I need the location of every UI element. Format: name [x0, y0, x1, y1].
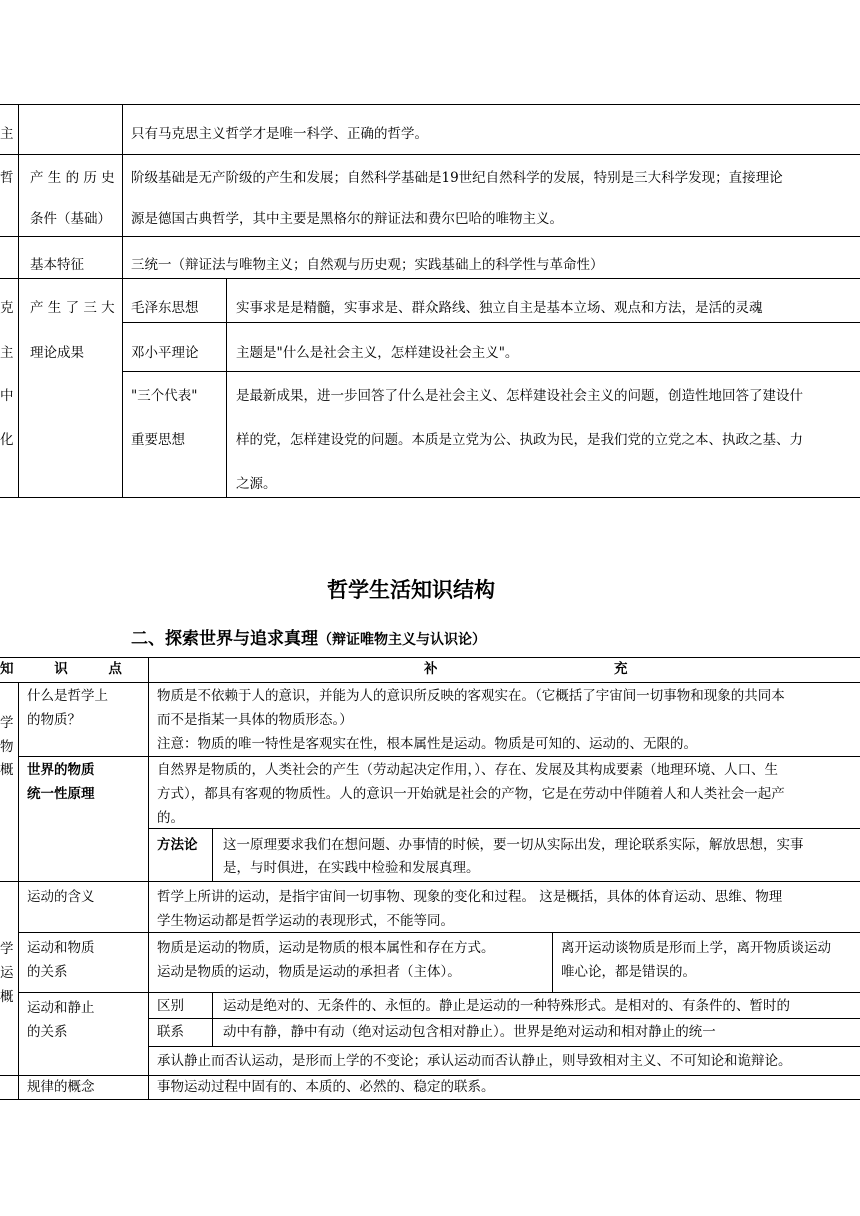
- row-label: 产 生 了 三 大: [30, 300, 115, 316]
- method-content: 是，与时俱进，在实践中检验和发展真理。: [223, 860, 480, 876]
- note-content: 离开运动谈物质是形而上学，离开物质谈运动: [561, 940, 831, 956]
- diff-label: 区别: [157, 998, 184, 1014]
- row-label: 什么是哲学上: [27, 688, 108, 704]
- row-label: 的关系: [27, 1024, 68, 1040]
- section-heading-main: 二、探索世界与追求真理: [131, 629, 318, 649]
- table-border: [0, 236, 860, 237]
- cell-content: 三统一（辩证法与唯物主义；自然观与历史观；实践基础上的科学性与革命性）: [131, 257, 604, 273]
- row-label: 运动的含义: [27, 889, 95, 905]
- theory-content: 实事求是是精髓，实事求是、群众路线、独立自主是基本立场、观点和方法，是活的灵魂: [236, 300, 763, 316]
- table-border: [18, 682, 19, 1100]
- table-border: [18, 756, 860, 757]
- theory-name: "三个代表": [131, 388, 198, 404]
- table-border: [552, 932, 553, 992]
- section-heading-paren: （辩证唯物主义与认识论）: [318, 632, 486, 648]
- row-label: 统一性原理: [27, 786, 95, 802]
- table-border: [0, 278, 860, 279]
- left-char: 运: [0, 965, 14, 981]
- header-supplement: 充: [614, 661, 628, 677]
- table-border: [18, 992, 860, 993]
- table-border: [0, 1099, 860, 1100]
- theory-name: 重要思想: [131, 432, 185, 448]
- table-border: [122, 322, 860, 323]
- table-border: [148, 828, 860, 829]
- cell-content: 物质是运动的物质，运动是物质的根本属性和存在方式。: [157, 940, 495, 956]
- table-border: [0, 497, 860, 498]
- row-label: 基本特征: [30, 257, 84, 273]
- table-border: [0, 881, 860, 882]
- left-char: 克: [0, 300, 14, 316]
- row-label: 理论成果: [30, 345, 84, 361]
- left-char: 学: [0, 715, 14, 731]
- method-label: 方法论: [157, 837, 198, 853]
- cell-content: 的。: [157, 810, 184, 826]
- link-label: 联系: [157, 1024, 184, 1040]
- table-border: [0, 154, 860, 155]
- summary-content: 承认静止而否认运动，是形而上学的不变论；承认运动而否认静止，则导致相对主义、不可知论和诡辩论。: [157, 1053, 792, 1069]
- left-char: 物: [0, 739, 14, 755]
- note-content: 唯心论，都是错误的。: [561, 964, 696, 980]
- row-label: 世界的物质: [27, 762, 95, 778]
- row-label: 规律的概念: [27, 1079, 95, 1095]
- table-border: [0, 682, 860, 683]
- cell-content: 学生物运动都是哲学运动的表现形式，不能等同。: [157, 913, 454, 929]
- left-char: 学: [0, 941, 14, 957]
- table-border: [212, 992, 213, 1046]
- page-title: 哲学生活知识结构: [327, 577, 495, 602]
- header-supplement: 补: [424, 661, 438, 677]
- header-knowledge-point: 知 识 点: [0, 661, 140, 677]
- table-border: [148, 657, 149, 1100]
- cell-content: 阶级基础是无产阶级的产生和发展；自然科学基础是19世纪自然科学的发展，特别是三大科学发现；直接理论: [131, 170, 783, 186]
- cell-content: 而不是指某一具体的物质形态。）: [157, 712, 353, 728]
- table-border: [122, 104, 123, 498]
- table-border: [0, 657, 860, 658]
- left-char: 中: [0, 388, 14, 404]
- theory-content: 之源。: [236, 476, 277, 492]
- theory-content: 主题是"什么是社会主义，怎样建设社会主义"。: [236, 345, 519, 361]
- cell-content: 自然界是物质的，人类社会的产生（劳动起决定作用，）、存在、发展及其构成要素（地理环境、人口、生: [157, 762, 778, 778]
- cell-content: 源是德国古典哲学，其中主要是黑格尔的辩证法和费尔巴哈的唯物主义。: [131, 211, 563, 227]
- table-border: [0, 104, 860, 105]
- left-char: 概: [0, 762, 14, 778]
- left-char: 主: [0, 345, 14, 361]
- diff-content: 运动是绝对的、无条件的、永恒的。静止是运动的一种特殊形式。是相对的、有条件的、暂时的: [223, 998, 790, 1014]
- row-label: 产 生 的 历 史: [30, 170, 115, 186]
- cell-content: 事物运动过程中固有的、本质的、必然的、稳定的联系。: [157, 1079, 495, 1095]
- link-content: 动中有静，静中有动（绝对运动包含相对静止）。世界是绝对运动和相对静止的统一: [223, 1024, 716, 1040]
- table-border: [18, 104, 19, 498]
- table-border: [18, 932, 860, 933]
- left-char: 化: [0, 432, 14, 448]
- cell-content: 运动是物质的运动，物质是运动的承担者（主体）。: [157, 964, 461, 980]
- table-border: [148, 1018, 860, 1019]
- row-label: 条件（基础）: [30, 211, 111, 227]
- table-border: [122, 371, 860, 372]
- theory-name: 毛泽东思想: [131, 300, 199, 316]
- table-border: [148, 1046, 860, 1047]
- left-char: 主: [0, 126, 14, 142]
- left-char: 概: [0, 989, 14, 1005]
- left-char: 哲: [0, 170, 14, 186]
- table-border: [226, 278, 227, 498]
- table-border: [0, 1075, 860, 1076]
- row-label: 运动和物质: [27, 940, 95, 956]
- section-heading: [131, 624, 486, 649]
- cell-content: 只有马克思主义哲学才是唯一科学、正确的哲学。: [131, 126, 428, 142]
- table-border: [212, 828, 213, 881]
- row-label: 的物质？: [27, 712, 81, 728]
- theory-content: 样的党，怎样建设党的问题。本质是立党为公、执政为民，是我们党的立党之本、执政之基、力: [236, 432, 803, 448]
- cell-content: 注意：物质的唯一特性是客观实在性，根本属性是运动。物质是可知的、运动的、无限的。: [157, 736, 697, 752]
- cell-content: 方式），都具有客观的物质性。人的意识一开始就是社会的产物，它是在劳动中伴随着人和人类社会一起产: [157, 786, 785, 802]
- row-label: 的关系: [27, 964, 68, 980]
- theory-content: 是最新成果，进一步回答了什么是社会主义、怎样建设社会主义的问题，创造性地回答了建设什: [236, 388, 803, 404]
- row-label: 运动和静止: [27, 1000, 95, 1016]
- cell-content: 物质是不依赖于人的意识，并能为人的意识所反映的客观实在。（它概括了宇宙间一切事物和现象的共同本: [157, 688, 785, 704]
- method-content: 这一原理要求我们在想问题、办事情的时候，要一切从实际出发，理论联系实际，解放思想，实事: [223, 837, 804, 853]
- theory-name: 邓小平理论: [131, 345, 199, 361]
- cell-content: 哲学上所讲的运动，是指宇宙间一切事物、现象的变化和过程。 这是概括，具体的体育运动、思维、物理: [157, 889, 783, 905]
